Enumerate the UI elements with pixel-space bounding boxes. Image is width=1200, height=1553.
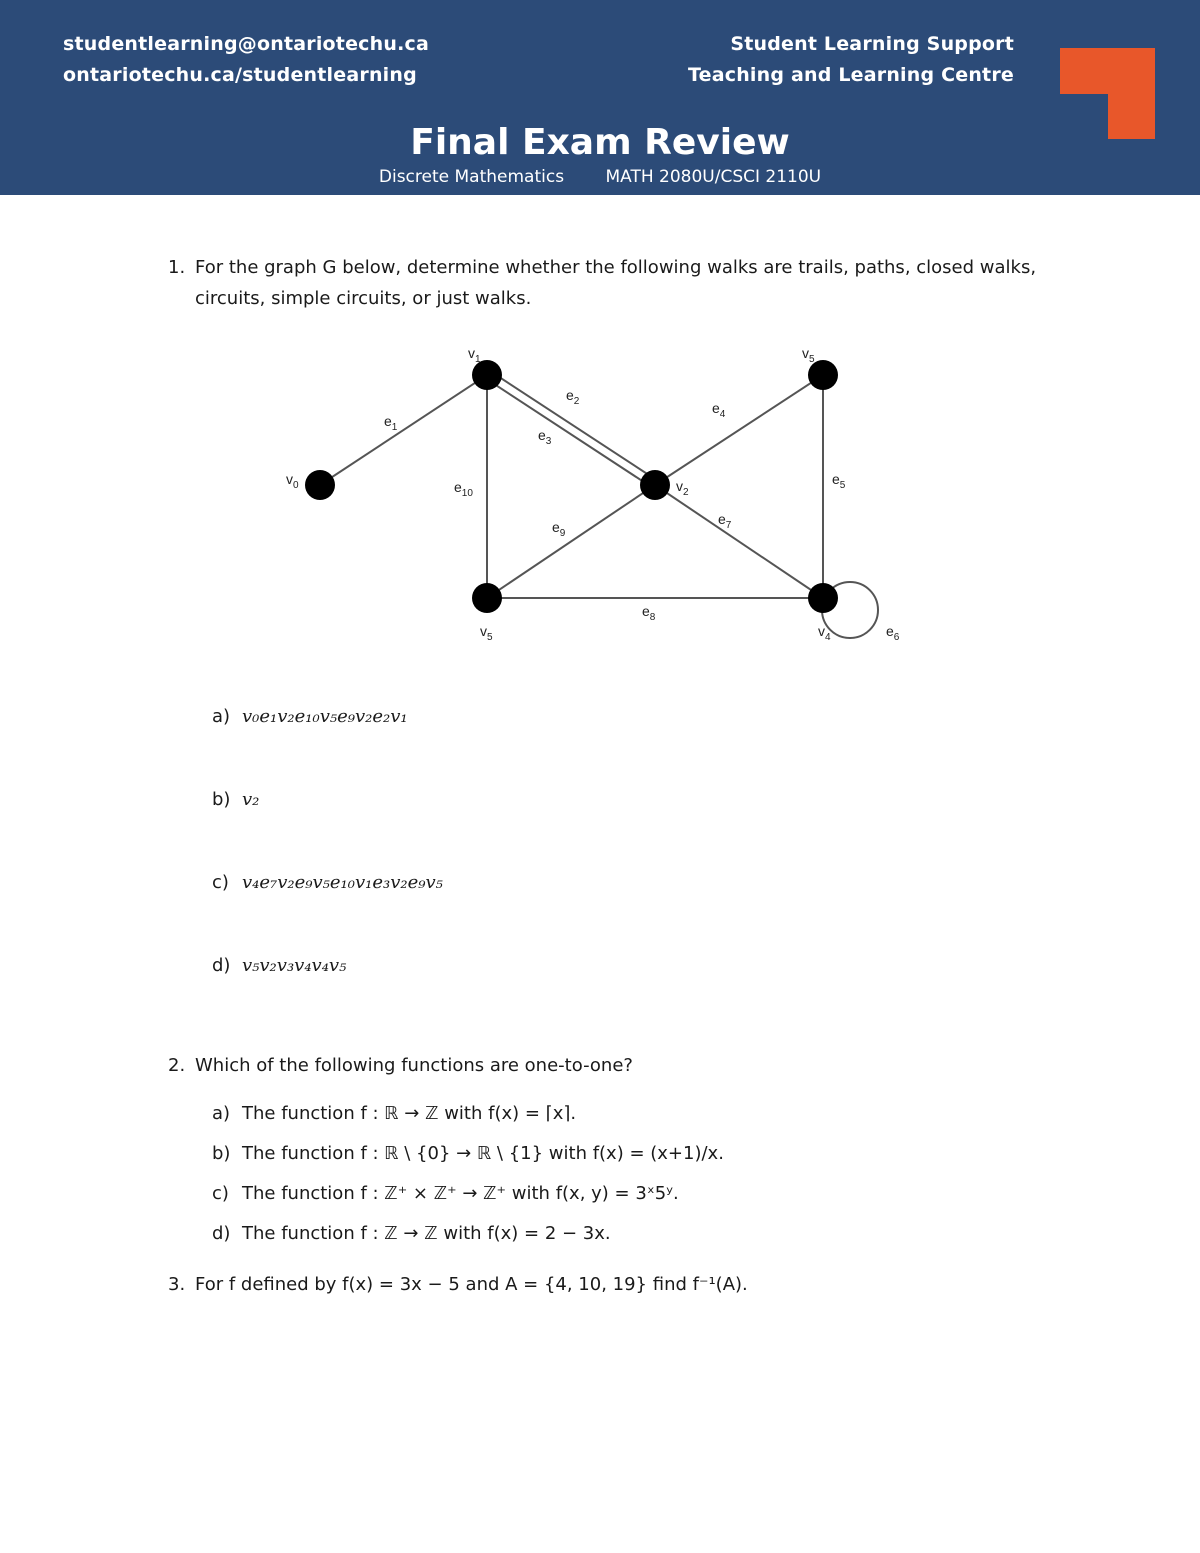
question-text-line1: For the graph G below, determine whether the following walks are trails, paths, closed walks, [195,257,1037,278]
walk-expression: v₂ [242,789,260,810]
label-e8: $e_8$ [642,603,656,623]
question-3 [0,1269,1200,1303]
part-label: c) [212,1183,229,1204]
edge-e1 [320,375,487,485]
edge-e7 [655,485,823,598]
label-e6: $e_6$ [886,623,900,643]
header-dept-line2: Teaching and Learning Centre [687,64,1014,86]
label-e5: $e_5$ [832,471,846,491]
part-label: a) [212,706,231,727]
header-email[interactable]: studentlearning@ontariotechu.ca [63,33,429,55]
part-label: d) [212,1223,231,1244]
label-v5-top: $v_5$ [802,345,815,365]
part-label: c) [212,872,229,893]
course-code: MATH 2080U/CSCI 2110U [605,167,822,187]
label-v2: $v_2$ [676,478,689,498]
question-1 [0,252,1200,322]
label-e7: $e_7$ [718,511,732,531]
page-title: Final Exam Review [410,122,790,163]
label-e4: $e_4$ [712,400,726,420]
label-v4: $v_4$ [818,623,831,643]
function-statement: The function f : ℤ⁺ × ℤ⁺ → ℤ⁺ with f(x, y) = 3ˣ5ʸ. [242,1183,679,1204]
question-2 [0,1050,1200,1084]
part-label: b) [212,1143,231,1164]
function-statement: The function f : ℝ → ℤ with f(x) = ⌈x⌉. [242,1103,577,1124]
part-label: a) [212,1103,231,1124]
graph-g [270,330,930,660]
header-dept-line1: Student Learning Support [730,33,1014,55]
part-label: d) [212,955,231,976]
edge-e9 [487,485,655,598]
page-subtitle [0,167,1200,187]
label-v5-bottom: $v_5$ [480,623,493,643]
label-e10: $e_{10}$ [454,479,473,499]
edge-e4 [655,375,823,485]
header-website[interactable]: ontariotechu.ca/studentlearning [63,64,417,86]
vertex-v5-bottom [472,583,502,613]
question-number: 3. [168,1274,186,1295]
question-text: For f defined by f(x) = 3x − 5 and A = {4, 10, 19} find f⁻¹(A). [195,1274,748,1295]
label-e3: $e_3$ [538,427,552,447]
label-e9: $e_9$ [552,519,566,539]
question-number: 1. [168,257,186,278]
vertex-v4 [808,583,838,613]
label-v1: $v_1$ [468,345,481,365]
walk-expression: v₀e₁v₂e₁₀v₅e₉v₂e₂v₁ [242,706,408,727]
label-e2: $e_2$ [566,387,580,407]
walk-expression: v₄e₇v₂e₉v₅e₁₀v₁e₃v₂e₉v₅ [242,872,443,893]
part-label: b) [212,789,231,810]
edge-e2 [490,371,658,481]
course-name: Discrete Mathematics [378,167,565,187]
question-text: Which of the following functions are one-to-one? [195,1055,633,1076]
function-statement: The function f : ℝ \ {0} → ℝ \ {1} with f(x) = (x+1)/x. [242,1143,724,1164]
walk-expression: v₅v₂v₃v₄v₄v₅ [242,955,347,976]
question-text-line2: circuits, simple circuits, or just walks. [195,288,532,309]
label-v0: $v_0$ [286,471,299,491]
question-number: 2. [168,1055,186,1076]
function-statement: The function f : ℤ → ℤ with f(x) = 2 − 3x. [242,1223,611,1244]
vertex-v2 [640,470,670,500]
header-band [0,0,1200,195]
label-e1: $e_1$ [384,413,398,433]
vertex-v0 [305,470,335,500]
